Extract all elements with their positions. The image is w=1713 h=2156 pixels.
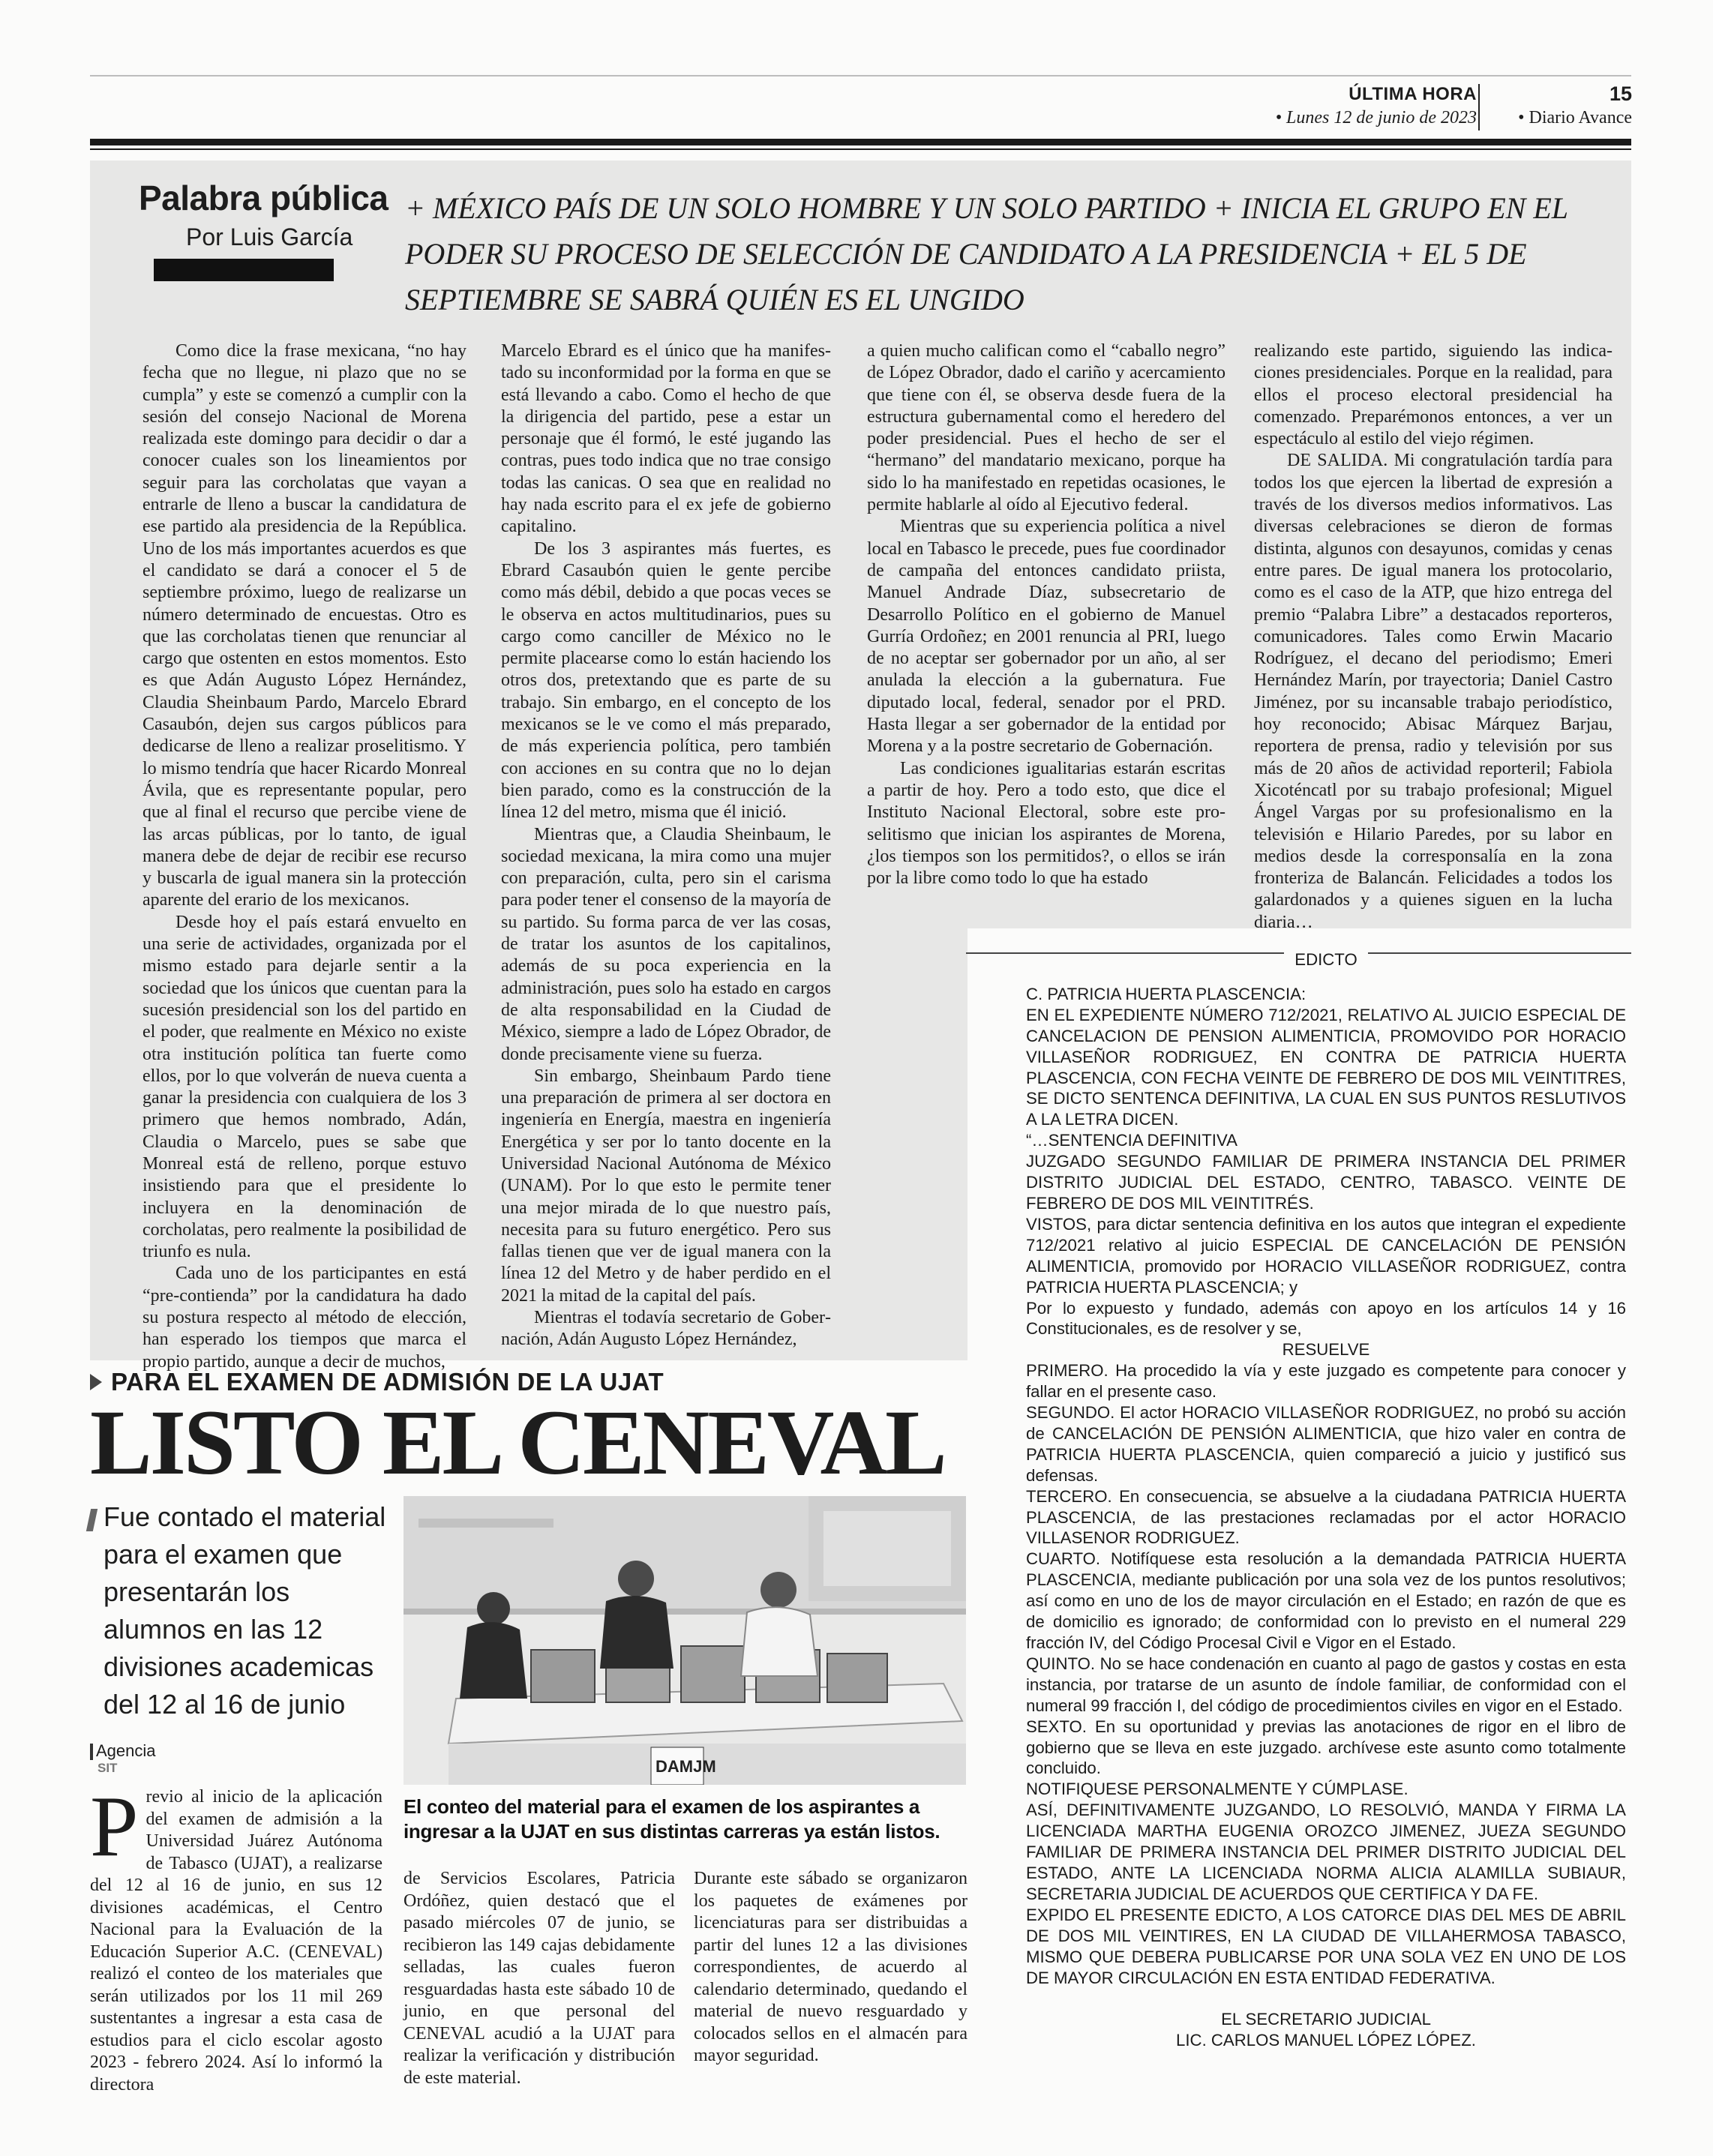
paragraph: a quien mucho califican como el “caballo negro” de López Obrador, dado el cariño y acercamiento que tiene con él, se observa desde fuera de la estructura gubernamental como el heredero del poder presidencial. Pues el hecho de ser el “hermano” del mandatario mexicano, porque ha sido lo ha manifestado en repetidas ocasiones, le permite hablarle al oído al Ejecutivo federal. (867, 341, 1226, 515)
edicto-line: EN EL EXPEDIENTE NÚMERO 712/2021, RELATIVO AL JUICIO ESPECIAL DE CANCELACION DE PENSION ALIMENTICIA, PROMOVIDO POR HORACIO VILLASEÑOR RODRIGUEZ, EN CONTRA DE PATRICIA HUERTA PLASCENCIA, CON FECHA VEINTE DE FEBRERO DE DOS MIL VEINTITRES, SE DICTO SENTENCA DEFINITIVA, LA CUAL EN SUS PUNTOS RESLUTIVOS A LA LETRA DICEN. (1026, 1005, 1626, 1129)
edicto-line: Por lo expuesto y fundado, además con apoyo en los artículos 14 y 16 Constitucionales, es de resolver y se, (1026, 1298, 1626, 1339)
article-photo (404, 1496, 966, 1785)
header-rule (90, 139, 1631, 145)
photo-label: DAMJM (656, 1757, 716, 1776)
edicto-point: QUINTO. No se hace condenación en cuanto al pago de gastos y costas en esta instancia, por tratarse de un asunto de índole familiar, de conformidad con el numeral 99 fracción I, del código de procedimientos civiles en vigor en el Estado. (1026, 1654, 1626, 1715)
edicto-resuelve: RESUELVE (1282, 1340, 1370, 1360)
edicto-point: NOTIFIQUESE PERSONALMENTE Y CÚMPLASE. (1026, 1780, 1408, 1799)
column-text-4 (1254, 340, 1612, 934)
agency-credit: Agencia (96, 1741, 156, 1760)
photo-caption: El conteo del material para el examen de los aspirantes a ingresar a la UJAT en sus distintas carreras ya están listos. (404, 1795, 940, 1843)
article-body-2: de Servicios Escolares, Patricia Ordóñez, quien destacó que el pasado miércoles 07 de junio, se recibieron las 149 cajas debidamente selladas, las cuales fueron resguardadas hasta este sábado 10 de junio, en que personal del CENEVAL acudió a la UJAT para realizar la verificación y distribución de este material. (404, 1869, 675, 2088)
edicto-point: TERCERO. En consecuencia, se absuelve a la ciudadana PATRICIA HUERTA PLASCENCIA, de las prestaciones reclamadas por el actor HORACIO VILLASENOR RODRIGUEZ. (1026, 1486, 1626, 1548)
signature-title: EL SECRETARIO JUDICIAL (1221, 2010, 1431, 2029)
paragraph: Sin embargo, Sheinbaum Pardo tiene una preparación de primera al ser doctora en ingeniería en Energía, maestra en ingeniería Energética y ser por lo tanto docente en la Universidad Nacional Autónoma de México (UNAM). Por lo que esto le permite tener una mejor mirada de lo que nuestro país, necesita para su futuro energético. Pero sus fallas tienen que ver de igual manera con la línea 12 del Metro y de haber perdido en el 2021 la mitad de la capital del país. (501, 1066, 831, 1306)
edicto-line: JUZGADO SEGUNDO FAMILIAR DE PRIMERA INSTANCIA DEL PRIMER DISTRITO JUDICIAL DEL ESTADO, CENTRO, TABASCO. VEINTE DE FEBRERO DE DOS MIL VEINTITRÉS. (1026, 1152, 1626, 1213)
article-subhead: Fue contado el material para el examen que presentarán los alumnos en las 12 divisiones academicas del 12 al 16 de junio (104, 1501, 386, 1720)
article-body-1: revio al inicio de la aplicación del examen de admisión a la Universidad Juárez Autónoma de Tabasco (UJAT), a realizarse del 12 al 16 de junio, en sus 12 divisiones académicas, el Centro Nacional para la Evaluación de la Educación Superior A.C. (CENEVAL) realizó el conteo de los materiales que serán utilizados por los 11 mil 269 sustentantes a ingresar a esta casa de estudios para el ciclo escolar agosto 2023 - febrero 2024. Así lo informó la directora (90, 1787, 382, 2095)
top-rule (90, 75, 1631, 76)
agency-short: SIT (98, 1761, 118, 1775)
edicto-point: CUARTO. Notifíquese esta resolución a la demandada PATRICIA HUERTA PLASCENCIA, mediante publicación por una sola vez de los puntos resolutivos; así como en uno de los de mayor circulación en el Estado; en razón de que es de domicilio es ignorado; de conformidad con lo previsto en el numeral 229 fracción IV, del Código Procesal Civil e Vigor en el Estado. (1026, 1549, 1626, 1652)
article-kicker: PARA EL EXAMEN DE ADMISIÓN DE LA UJAT (111, 1368, 664, 1396)
header-rule-thin (90, 148, 1631, 150)
edicto-point: EXPIDO EL PRESENTE EDICTO, A LOS CATORCE DIAS DEL MES DE ABRIL DE DOS MIL VEINTIRES, EN LA CIUDAD DE VILLAHERMOSA TABASCO, MISMO QUE DEBERA PUBLICARSE POR UNA SOLA VEZ EN UNO DE LOS DE MAYOR CIRCULACIÓN EN ESTA ENTIDAD FEDERATIVA. (1026, 1905, 1626, 1987)
column-title-bar (154, 259, 334, 281)
legal-notice (1026, 949, 1626, 2051)
paragraph (90, 1779, 382, 2096)
paragraph: Las condiciones igualitarias estarán escritas a partir de hoy. Pero a todo esto, que dice el Instituto Nacional Electoral, sobre este proselitismo que inician los aspirantes de Morena, ¿los tiempos son los permitidos?, o ellos se irán por la libre como todo lo que ha estado (867, 758, 1226, 889)
edicto-line: VISTOS, para dictar sentencia definitiva en los autos que integran el expediente 712/2021 relativo al juicio ESPECIAL DE CANCELACIÓN DE PENSIÓN ALIMENTICIA, promovido por HORACIO VILLASEÑOR RODRIGUEZ, contra PATRICIA HUERTA PLASCENCIA; y (1026, 1214, 1626, 1297)
issue-date: • Lunes 12 de junio de 2023 (1275, 108, 1477, 127)
signature-name: LIC. CARLOS MANUEL LÓPEZ LÓPEZ. (1176, 2031, 1476, 2050)
paragraph: Desde hoy el país estará envuelto en una serie de actividades, organizada por el mismo estado para dejarle sentir a la sociedad que los únicos que cuentan para la sucesión presidencial son los del partido en el poder, que realmente en México no existe otra institución política tan fuerte como ellos, por lo que volverán de nueva cuenta a ganar la presidencia con cualquiera de los 3 primero que hemos nombrado, Adán, Claudia o Marcelo, pues se sabe que Monreal está de relleno, porque estuvo insistiendo para que el presidente lo incluyera en la denominación de corcholatas, pero realmente la posibilidad de triunfo es nula. (142, 912, 466, 1262)
header-separator (1478, 84, 1480, 130)
kicker-triangle-icon (90, 1374, 102, 1390)
column-headline: + MÉXICO PAÍS DE UN SOLO HOMBRE Y UN SOLO PARTIDO + INICIA EL GRUPO EN EL PODER SU PROCESO DE SELECCIÓN DE CANDIDATO A LA PRESIDENCIA + EL 5 DE SEPTIEMBRE SE SABRÁ QUIÉN ES EL UNGIDO (405, 191, 1568, 316)
edicto-line: C. PATRICIA HUERTA PLASCENCIA: (1026, 984, 1306, 1003)
edicto-line: “…SENTENCIA DEFINITIVA (1026, 1131, 1238, 1150)
column-text-2 (501, 340, 831, 1351)
paragraph: Mientras el todavía secretario de Gobernación, Adán Augusto López Hernández, (501, 1308, 831, 1350)
edicto-point: ASÍ, DEFINITIVAMENTE JUZGANDO, LO RESOLVIÓ, MANDA Y FIRMA LA LICENCIADA MARTHA EUGENIA OROZCO JIMENEZ, JUEZA SEGUNDO FAMILIAR DE PRIMERA INSTANCIA DEL PRIMER DISTRITO JUDICIAL DEL ESTADO, ANTE LA LICENCIADA NORMA ALICIA ALAMILLA SUBIAUR, SECRETARIA JUDICIAL DE ACUERDOS QUE CERTIFICA Y DA FE. (1026, 1801, 1626, 1903)
paragraph: Mientras que, a Claudia Sheinbaum, le sociedad mexicana, la mira como una mujer con preparación, culta, pero sin el carisma para poder tener el consenso de la mayoría de su partido. Su forma parca de ver las cosas, de tratar los asuntos de los capitalinos, además de su poca experiencia en la administración, pues solo ha estado en cargos de alta responsabilidad en la Ciudad de México, siempre a lado de López Obrador, de donde precisamente viene su fuerza. (501, 824, 831, 1064)
article-body-3: Durante este sábado se organizaron los paquetes de exámenes por licenciaturas para ser distribuidas a partir del lunes 12 a las divisiones correspondientes, de acuerdo al calendario determinado, quedando el material de nuevo resguardado y colocados sellos en el almacén para mayor seguridad. (694, 1869, 968, 2065)
edicto-point: SEGUNDO. El actor HORACIO VILLASEÑOR RODRIGUEZ, no probó su acción de CANCELACIÓN DE PENSIÓN ALIMENTICIA, que hizo valer en contra de PATRICIA HUERTA PLASCENCIA, quien compareció a juicio y justificó sus defensas. (1026, 1403, 1626, 1485)
edicto-title: EDICTO (1284, 949, 1367, 970)
article-text-3 (694, 1868, 968, 2068)
column-author: Por Luis García (186, 223, 353, 250)
newspaper-name: • Diario Avance (1518, 108, 1632, 127)
column-title: Palabra pública (139, 178, 388, 217)
paragraph: Mientras que su experiencia política a nivel local en Tabasco le precede, pues fue coordinador de campaña del entonces candidato priista, Manuel Andrade Díaz, subsecretario de Desarrollo Político en el gobierno de Manuel Gurría Ordoñez; en 2001 renuncia al PRI, luego de no aceptar ser gobernador por un año, al ser anulada la elección a la gubernatura. Fue diputado local, federal, senador por el PRD. Hasta llegar a ser gobernador de la entidad por Morena y a la postre secretario de Gobernación. (867, 517, 1226, 757)
paragraph: DE SALIDA. Mi congratulación tardía para todos los que ejercen la libertad de expresión a través de los diversos medios informativos. Las diversas celebraciones se dieron de formas distinta, algunos con desayunos, comidas y cenas entre pares. De igual manera los protocolario, como es el caso de la ATP, que hizo entrega del premio “Palabra Libre” a destacados reporteros, comunicadores. Tales como Erwin Macario Rodríguez, el decano del periodismo; Emeri Hernández Marín, por trayectoria; Daniel Castro Jiménez, por su incansable trabajo periodístico, hoy reconocido; Abisac Márquez Barjau, reportera de prensa, radio y televisión por sus más de 20 años de actividad reporteril; Fabiola Xicoténcatl por su trabajo profesional; Miguel Ángel Vargas por su profesionalismo en la televisión e Hilario Paredes, por su labor en medios desde la corresponsalía en la zona fronteriza de Balancán. Felicidades a todos los galardonados y a quienes siguen en la lucha diaria… (1254, 451, 1612, 932)
column-text-3 (867, 340, 1226, 889)
article-text-2 (404, 1868, 675, 2089)
article-headline: LISTO EL CENEVAL (90, 1391, 945, 1494)
agency-mark-icon (90, 1744, 93, 1760)
paragraph: Cada uno de los participantes en está “pre-contienda” por la candidatura ha dado su postura respecto al método de elección, han esperado los tiempos que marca el propio partido, aunque a decir de muchos, (142, 1264, 466, 1372)
paragraph: De los 3 aspirantes más fuertes, es Ebrard Casaubón quien le gente percibe como más débil, debido a que pocas veces se le observa en actos multitudinarios, pues su cargo como canciller de México no le permite placearse como lo están haciendo los otros dos, pretextando que es parte de su trabajo. Sin embargo, en el concepto de los mexicanos se le ve como el más preparado, de más experiencia política, pero también con acciones en su contra que no lo dejan bien parado, como es la construcción de la línea 12 del metro, misma que él inició. (501, 538, 831, 823)
paragraph: realizando este partido, siguiendo las indicaciones presidenciales. Porque en la realidad, para ellos el proceso electoral presidencial ha comenzado. Preparémonos entonces, a ver un espectáculo al estilo del viejo régimen. (1254, 341, 1612, 449)
page-number: 15 (1609, 82, 1632, 105)
drop-cap: P (90, 1779, 139, 1875)
subhead-mark-icon (86, 1509, 98, 1531)
edicto-point: PRIMERO. Ha procedido la vía y este juzgado es competente para conocer y fallar en el presente caso. (1026, 1361, 1626, 1402)
paragraph: Como dice la frase mexicana, “no hay fecha que no llegue, ni plazo que no se cumpla” y este se comenzó a cumplir con la sesión del consejo Nacional de Morena realizada este domingo para decidir o dar a conocer cuales son los lineamientos por seguir para las corcholatas que vayan a entrarle de lleno a buscar la candidatura de ese partido ala presidencia de la República. Uno de los más importantes acuerdos es que el candidato se dará a conocer el 5 de septiembre próximo, luego de realizarse un número determinado de encuestas. Otro es que las corcholatas tienen que renunciar al cargo que ostenten en estos momentos. Esto es que Adán Augusto López Hernández, Claudia Sheinbaum Pardo, Marcelo Ebrard Casaubón, dejen sus cargos públicos para dedicarse de lleno a realizar proselitismo. Y lo mismo tendría que hacer Ricardo Monreal Ávila, que es representante popular, pero que al final el recurso que percibe viene de las arcas públicas, por lo tanto, de igual manera debe de dejar de recibir ese recurso y buscarla de igual manera sin la protección aparente del erario de los mexicanos. (142, 341, 466, 910)
photo-illustration (404, 1496, 966, 1785)
paragraph: Marcelo Ebrard es el único que ha manifestado su inconformidad por la forma en que se está llevando a cabo. Como el hecho de que la dirigencia del partido, pese a estar un personaje que él formó, le esté jugando las contras, pues todo indica que no trae consigo todas las canicas. O sea que en realidad no hay nada escrito para el ex jefe de gobierno capitalino. (501, 341, 831, 537)
edicto-point: SEXTO. En su oportunidad y previas las anotaciones de rigor en el libro de gobierno que se lleva en este juzgado. archívese este asunto como totalmente concluido. (1026, 1717, 1626, 1778)
column-text-1 (142, 340, 466, 1373)
section-name: ÚLTIMA HORA (1348, 84, 1477, 104)
article-text-1 (90, 1779, 382, 2096)
